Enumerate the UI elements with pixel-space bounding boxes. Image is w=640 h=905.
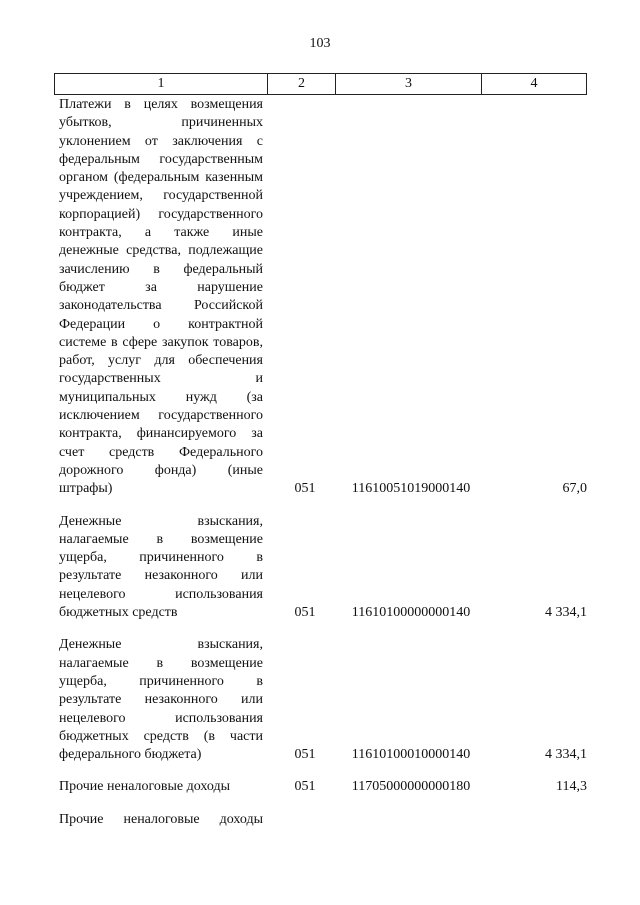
row-income-code: 11610100010000140 xyxy=(351,747,471,763)
row-income-code: 11610051019000140 xyxy=(351,481,471,497)
page-number: 103 xyxy=(309,36,331,51)
table-row xyxy=(54,96,587,499)
row-income-code: 11705000000000180 xyxy=(351,779,471,795)
row-admin-code: 051 xyxy=(294,605,316,621)
row-name: Платежи в целях возмещения убытков, причиненных уклонением от заключения с федеральным государственным органом (федеральным казенным учреждением, государственной корпорацией) государственного контракта, а также иные денежные средства, подлежащие зачислению в федеральный бюджет за нарушение законодательства Российской Федерации о контрактной системе в сфере закупок товаров, работ, услуг для обеспечения государственных и муниципальных нужд (за исключением государственного контракта, финансируемого за счет средств Федерального дорожного фонда) (иные штрафы) xyxy=(59,97,263,497)
row-name: Денежные взыскания, налагаемые в возмещение ущерба, причиненного в результате незаконного или нецелевого использования бюджетных средств xyxy=(59,513,263,621)
table-row xyxy=(54,636,587,764)
row-amount: 4 334,1 xyxy=(545,747,587,763)
table-header xyxy=(54,73,587,95)
row-amount: 114,3 xyxy=(556,779,587,795)
header-col-3: 3 xyxy=(335,74,481,94)
row-admin-code: 051 xyxy=(294,747,316,763)
row-amount: 4 334,1 xyxy=(545,605,587,621)
row-name: Денежные взыскания, налагаемые в возмещение ущерба, причиненного в результате незаконного или нецелевого использования бюджетных средств (в части федерального бюджета) xyxy=(59,637,263,763)
table-body xyxy=(54,96,587,843)
row-admin-code: 051 xyxy=(294,481,316,497)
row-admin-code: 051 xyxy=(294,779,316,795)
table-row xyxy=(54,778,587,796)
table-row xyxy=(54,811,587,829)
row-name: Прочие неналоговые доходы xyxy=(59,811,263,827)
header-col-4: 4 xyxy=(481,74,587,94)
header-col-2: 2 xyxy=(267,74,335,94)
table-row xyxy=(54,513,587,623)
header-col-1: 1 xyxy=(54,74,267,94)
row-amount: 67,0 xyxy=(562,481,587,497)
row-income-code: 11610100000000140 xyxy=(351,605,471,621)
row-name: Прочие неналоговые доходы xyxy=(59,779,231,795)
